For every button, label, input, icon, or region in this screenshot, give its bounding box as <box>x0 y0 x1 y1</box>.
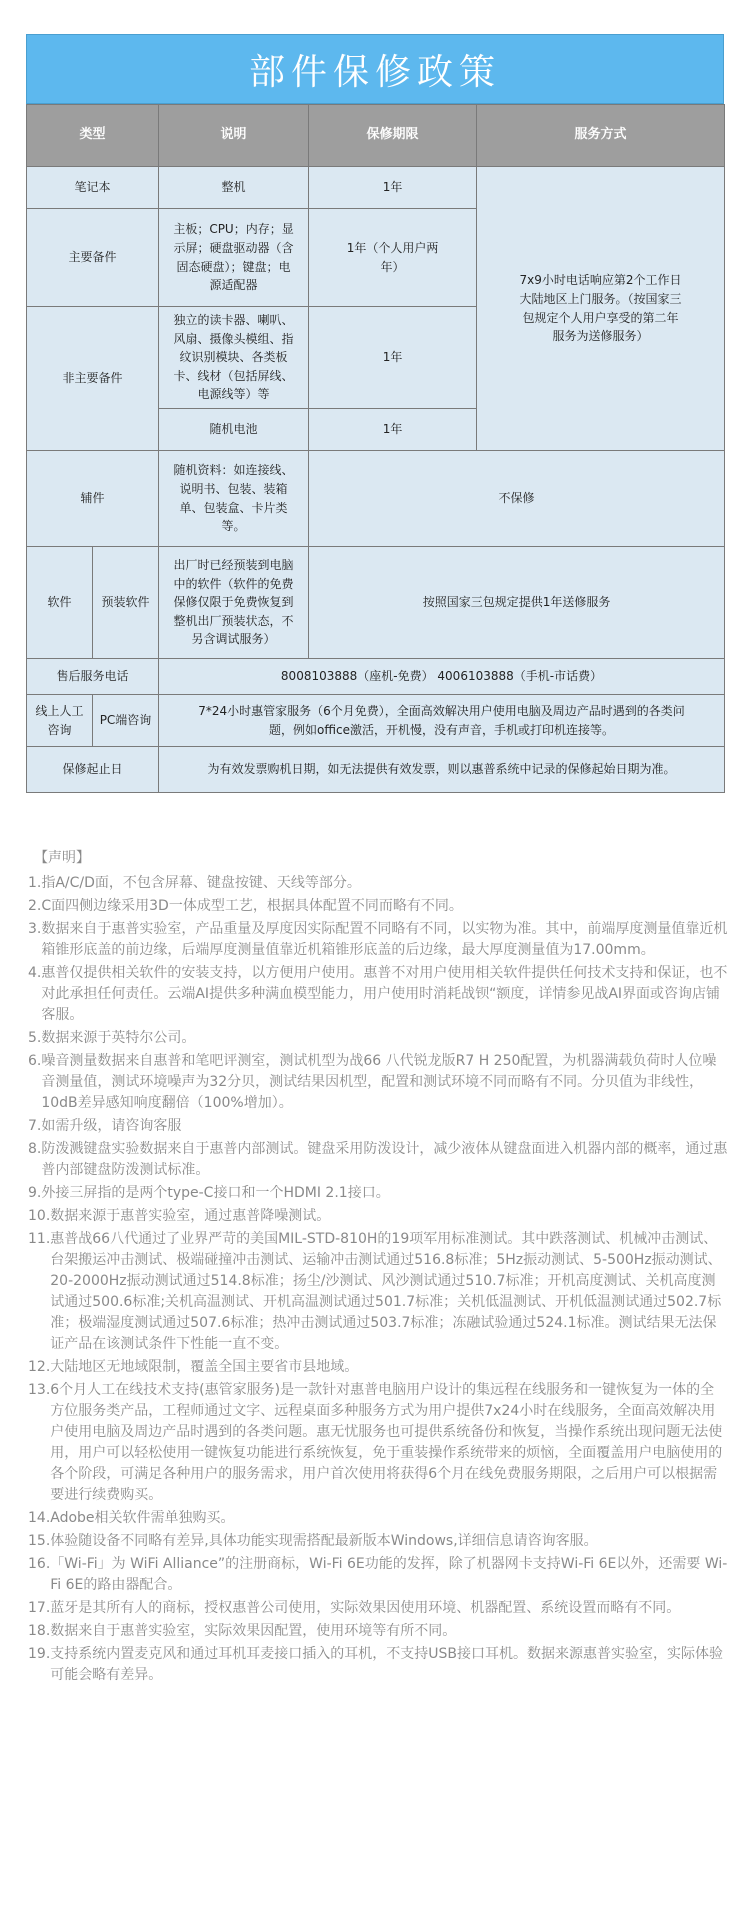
declaration-item-number: 17. <box>28 1600 51 1616</box>
cell-label: 线上人工咨询 <box>27 695 93 747</box>
declaration-item-number: 12. <box>28 1359 51 1375</box>
declaration-item-text: 蓝牙是其所有人的商标，授权惠普公司使用，实际效果因使用环境、机器配置、系统设置而略有不同。 <box>50 1600 681 1616</box>
cell-type: 主要备件 <box>27 209 159 307</box>
declaration-item-number: 14. <box>28 1510 51 1526</box>
declaration-item-text: 指A/C/D面，不包含屏幕、键盘按键、天线等部分。 <box>41 875 361 891</box>
declaration-item-number: 18. <box>28 1623 51 1639</box>
declaration-item-number: 13. <box>28 1382 51 1398</box>
declaration-item <box>28 1357 728 1378</box>
declaration-item <box>28 1598 728 1619</box>
declaration-item-number: 3. <box>28 921 42 937</box>
declaration-list <box>28 873 728 1686</box>
declaration-item-number: 1. <box>28 875 42 891</box>
header-desc: 说明 <box>159 105 309 167</box>
declaration-item-number: 8. <box>28 1141 42 1157</box>
declaration-item <box>28 1206 728 1227</box>
cell-service: 按照国家三包规定提供1年送修服务 <box>309 547 725 659</box>
declaration-item <box>28 1644 728 1686</box>
declaration-item-text: 数据来源于惠普实验室，通过惠普降噪测试。 <box>50 1208 331 1224</box>
policy-title: 部件保修政策 <box>26 34 724 104</box>
cell-type: 软件 <box>27 547 93 659</box>
declaration-item-text: 外接三屏指的是两个type-C接口和一个HDMI 2.1接口。 <box>41 1185 390 1201</box>
declaration-item <box>28 1028 728 1049</box>
cell-desc: 独立的读卡器、喇叭、风扇、摄像头模组、指纹识别模块、各类板卡、线材（包括屏线、电源线等）等 <box>159 307 309 409</box>
declaration-item <box>28 1508 728 1529</box>
declaration-item-number: 11. <box>28 1231 51 1247</box>
declaration-item-text: 数据来自于惠普实验室，产品重量及厚度因实际配置不同略有不同，以实物为准。其中，前端厚度测量值靠近机箱锥形底盖的前边缘，后端厚度测量值靠近机箱锥形底盖的后边缘，最大厚度测量值为17.00mm。 <box>41 921 728 958</box>
declaration-item-number: 6. <box>28 1053 42 1069</box>
declaration-item <box>28 1229 728 1355</box>
declaration-item <box>28 963 728 1026</box>
cell-value: 7*24小时惠管家服务（6个月免费），全面高效解决用户使用电脑及周边产品时遇到的各类问题，例如office激活，开机慢，没有声音，手机或打印机连接等。 <box>159 695 725 747</box>
row-software <box>27 547 725 659</box>
declaration-item-text: 惠普仅提供相关软件的安装支持，以方便用户使用。惠普不对用户使用相关软件提供任何技术支持和保证，也不对此承担任何责任。云端AI提供多种满血模型能力，用户使用时消耗战钡“额度，详情参见战AI界面或咨询店铺客服。 <box>41 965 728 1023</box>
cell-service-method: 7x9小时电话响应第2个工作日大陆地区上门服务。（按国家三包规定个人用户享受的第二年服务为送修服务） <box>477 167 725 451</box>
cell-period: 1年 <box>309 409 477 451</box>
cell-desc: 出厂时已经预装到电脑中的软件（软件的免费保修仅限于免费恢复到整机出厂预装状态，不另含调试服务） <box>159 547 309 659</box>
declaration-item-text: C面四侧边缘采用3D一体成型工艺，根据具体配置不同而略有不同。 <box>41 898 463 914</box>
declaration-item <box>28 1554 728 1596</box>
row-warranty-start <box>27 747 725 793</box>
declaration-item-text: 「Wi-Fi」为 WiFi Alliance”的注册商标，Wi-Fi 6E功能的发挥，除了机器网卡支持Wi-Fi 6E以外，还需要 Wi-Fi 6E的路由器配合。 <box>50 1556 728 1593</box>
declaration-item <box>28 1621 728 1642</box>
row-notebook <box>27 167 725 209</box>
declaration-item-text: 惠普战66八代通过了业界严苛的美国MIL-STD-810H的19项军用标准测试。其中跌落测试、机械冲击测试、台架搬运冲击测试、极端碰撞冲击测试、运输冲击测试通过516.8标准；5Hz振动测试、5-500Hz振动测试、20-2000Hz振动测试通过514.8标准；扬尘/沙测试、风沙测试通过510.7标准；开机高度测试、关机高度测试通过500.6标准;关机高温测试、开机高温测试通过501.7标准；关机低温测试、开机低温测试通过502.7标准；极端湿度测试通过507.6标准；热冲击测试通过503.7标准；冻融试验通过524.1标准。测试结果无法保证产品在该测试条件下性能一直不变。 <box>50 1231 722 1352</box>
row-online <box>27 695 725 747</box>
cell-sublabel: PC端咨询 <box>93 695 159 747</box>
cell-desc: 整机 <box>159 167 309 209</box>
declaration-item <box>28 1531 728 1552</box>
declaration-item-text: 防泼溅键盘实验数据来自于惠普内部测试。键盘采用防泼设计，减少液体从键盘面进入机器内部的概率，通过惠普内部键盘防泼测试标准。 <box>41 1141 728 1178</box>
declaration-item <box>28 1380 728 1506</box>
cell-desc: 随机电池 <box>159 409 309 451</box>
cell-service: 不保修 <box>309 451 725 547</box>
declaration-item <box>28 896 728 917</box>
declaration-item-text: 如需升级，请咨询客服 <box>41 1118 182 1134</box>
declaration-item-number: 15. <box>28 1533 51 1549</box>
declaration-item <box>28 1051 728 1114</box>
declaration-item <box>28 919 728 961</box>
header-type: 类型 <box>27 105 159 167</box>
cell-period: 1年 <box>309 307 477 409</box>
cell-type: 笔记本 <box>27 167 159 209</box>
warranty-policy-table <box>26 34 724 793</box>
declaration-item-text: 噪音测量数据来自惠普和笔吧评测室，测试机型为战66 八代锐龙版R7 H 250配置，为机器满载负荷时人位噪音测量值，测试环境噪声为32分贝，测试结果因机型，配置和测试环境不同而略有不同。分贝值为非线性，10dB差异感知响度翻倍（100%增加）。 <box>41 1053 717 1111</box>
cell-type: 非主要备件 <box>27 307 159 451</box>
policy-grid <box>26 104 725 793</box>
declaration-item-text: 数据来自于惠普实验室，实际效果因配置，使用环境等有所不同。 <box>50 1623 457 1639</box>
header-service: 服务方式 <box>477 105 725 167</box>
declaration-item <box>28 1183 728 1204</box>
declaration-heading: 【声明】 <box>34 850 90 866</box>
declaration <box>28 848 728 1688</box>
declaration-item-text: 大陆地区无地域限制，覆盖全国主要省市县地域。 <box>50 1359 359 1375</box>
cell-period: 1年（个人用户两年） <box>309 209 477 307</box>
declaration-item-text: 6个月人工在线技术支持(惠管家服务)是一款针对惠普电脑用户设计的集远程在线服务和一键恢复为一体的全方位服务类产品，工程师通过文字、远程桌面多种服务方式为用户提供7x24小时在线服务，全面高效解决用户使用电脑及周边产品时遇到的各类问题。惠无忧服务也可提供系统备份和恢复，当操作系统出现问题无法使用，用户可以轻松使用一键恢复功能进行系统恢复，免于重装操作系统带来的烦恼，全面覆盖用户电脑使用的各个阶段，可满足各种用户的服务需求，用户首次使用将获得6个月在线免费服务期限，之后用户可以根据需要进行续费购买。 <box>50 1382 723 1503</box>
cell-type: 辅件 <box>27 451 159 547</box>
declaration-item-number: 7. <box>28 1118 42 1134</box>
header-period: 保修期限 <box>309 105 477 167</box>
declaration-item <box>28 1116 728 1137</box>
declaration-item <box>28 873 728 894</box>
cell-desc: 随机资料：如连接线、说明书、包装、装箱单、包装盒、卡片类等。 <box>159 451 309 547</box>
declaration-item-number: 5. <box>28 1030 42 1046</box>
cell-value: 8008103888（座机-免费） 4006103888（手机-市话费） <box>159 659 725 695</box>
cell-value: 为有效发票购机日期，如无法提供有效发票，则以惠普系统中记录的保修起始日期为准。 <box>159 747 725 793</box>
declaration-item <box>28 1139 728 1181</box>
header-row <box>27 105 725 167</box>
cell-label: 售后服务电话 <box>27 659 159 695</box>
declaration-item-text: 数据来源于英特尔公司。 <box>41 1030 196 1046</box>
declaration-item-number: 10. <box>28 1208 51 1224</box>
declaration-item-number: 2. <box>28 898 42 914</box>
row-accessories <box>27 451 725 547</box>
declaration-item-text: 体验随设备不同略有差异,具体功能实现需搭配最新版本Windows,详细信息请咨询客服。 <box>50 1533 598 1549</box>
declaration-item-number: 19. <box>28 1646 51 1662</box>
cell-subtype: 预装软件 <box>93 547 159 659</box>
declaration-item-text: 支持系统内置麦克风和通过耳机耳麦接口插入的耳机，不支持USB接口耳机。数据来源惠普实验室，实际体验可能会略有差异。 <box>50 1646 724 1683</box>
cell-label: 保修起止日 <box>27 747 159 793</box>
declaration-item-number: 4. <box>28 965 42 981</box>
declaration-item-number: 16. <box>28 1556 51 1572</box>
cell-desc: 主板；CPU；内存；显示屏；硬盘驱动器（含固态硬盘）；键盘；电源适配器 <box>159 209 309 307</box>
declaration-item-number: 9. <box>28 1185 42 1201</box>
cell-period: 1年 <box>309 167 477 209</box>
declaration-item-text: Adobe相关软件需单独购买。 <box>50 1510 235 1526</box>
row-phone <box>27 659 725 695</box>
